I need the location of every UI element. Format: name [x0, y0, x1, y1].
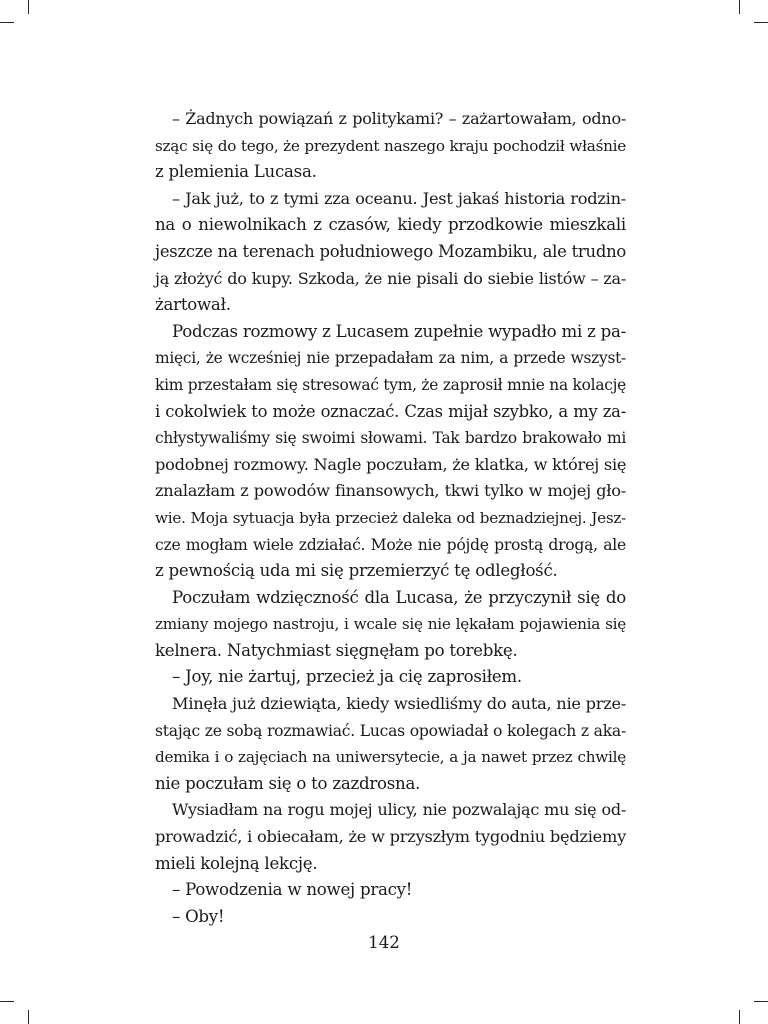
text-line: zmiany mojego nastroju, i wcale się nie lękałam pojawienia się	[155, 615, 626, 634]
crop-mark-bottom-right	[739, 1010, 740, 1024]
text-line: żartował.	[155, 295, 231, 315]
text-line: – Joy, nie żartuj, przecież ja cię zaprosiłem.	[172, 667, 522, 687]
text-line: mieli kolejną lekcję.	[155, 853, 318, 873]
text-line: – Żadnych powiązań z politykami? – zażartowałam, odno-	[172, 109, 626, 128]
text-line: podobnej rozmowy. Nagle poczułam, że klatka, w której się	[155, 454, 627, 474]
text-line: Podczas rozmowy z Lucasem zupełnie wypadło mi z pa-	[172, 321, 626, 341]
text-line: – Jak już, to z tymi zza oceanu. Jest jakaś historia rodzin-	[172, 188, 626, 208]
page-number: 142	[368, 933, 400, 952]
text-line: jeszcze na terenach południowego Mozambiku, ale trudno	[155, 241, 626, 261]
text-line: Poczułam wdzięczność dla Lucasa, że przyczynił się do	[172, 587, 626, 607]
text-line: i cokolwiek to może oznaczać. Czas mijał szybko, a my za-	[155, 401, 626, 421]
crop-mark-top-left	[28, 0, 29, 14]
text-line: Wysiadłam na rogu mojej ulicy, nie pozwalając mu się od-	[172, 800, 626, 820]
text-line: z plemienia Lucasa.	[155, 162, 317, 182]
text-line: Minęła już dziewiąta, kiedy wsiedliśmy do auta, nie prze-	[172, 694, 627, 714]
text-line: ją złożyć do kupy. Szkoda, że nie pisali do siebie listów – za-	[155, 268, 626, 288]
text-line: chłystywaliśmy się swoimi słowami. Tak bardzo brakowało mi	[155, 429, 626, 448]
text-line: cze mogłam wiele zdziałać. Może nie pójdę prostą drogą, ale	[155, 535, 626, 554]
text-line: wie. Moja sytuacja była przecież daleka od beznadziejnej. Jesz-	[155, 508, 626, 527]
text-line: – Oby!	[172, 906, 225, 926]
text-line: stając ze sobą rozmawiać. Lucas opowiadał o kolegach z aka-	[155, 721, 626, 740]
crop-mark-right-bottom	[754, 1001, 768, 1002]
crop-mark-left-top	[0, 22, 14, 23]
crop-mark-right-top	[754, 22, 768, 23]
text-line: z pewnością uda mi się przemierzyć tę odległość.	[155, 561, 558, 581]
crop-mark-top-right	[739, 0, 740, 14]
text-line: kim przestałam się stresować tym, że zaprosił mnie na kolację	[155, 375, 626, 394]
body-text	[155, 106, 626, 930]
text-line: – Powodzenia w nowej pracy!	[172, 880, 413, 900]
text-line: prowadzić, i obiecałam, że w przyszłym tygodniu będziemy	[155, 827, 626, 847]
text-line: znalazłam z powodów finansowych, tkwi tylko w mojej gło-	[155, 481, 626, 501]
crop-mark-bottom-left	[28, 1010, 29, 1024]
text-line: nie poczułam się o to zazdrosna.	[155, 773, 421, 793]
text-line: kelnera. Natychmiast sięgnęłam po torebkę.	[155, 640, 518, 660]
text-line: mięci, że wcześniej nie przepadałam za nim, a przede wszyst-	[155, 349, 626, 368]
text-line: sząc się do tego, że prezydent naszego kraju pochodził właśnie	[155, 136, 626, 155]
text-line: na o niewolnikach z czasów, kiedy przodkowie mieszkali	[155, 215, 626, 235]
crop-mark-left-bottom	[0, 1001, 14, 1002]
text-line: demika i o zajęciach na uniwersytecie, a ja nawet przez chwilę	[155, 748, 626, 767]
